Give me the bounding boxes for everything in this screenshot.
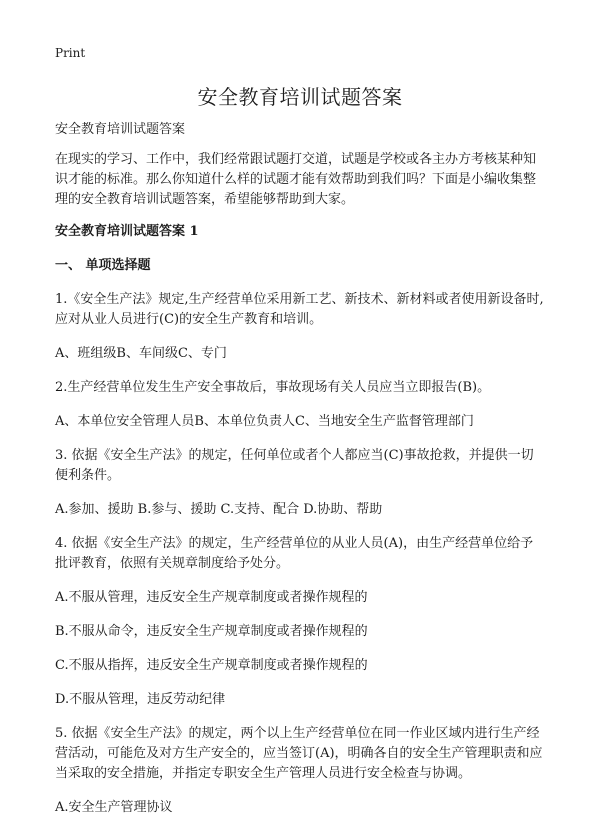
- question-3: 3. 依据《安全生产法》的规定，任何单位或者个人都应当(C)事故抢救，并提供一切便利条件。: [55, 448, 534, 483]
- question-4-option-a: A.不服从管理，违反安全生产规章制度或者操作规程的: [55, 590, 368, 605]
- question-2-options: A、本单位安全管理人员B、本单位负责人C、当地安全生产监督管理部门: [55, 414, 474, 429]
- question-3-options: A.参加、援助 B.参与、援助 C.支持、配合 D.协助、帮助: [55, 502, 383, 517]
- page-title: 安全教育培训试题答案: [197, 85, 403, 109]
- question-1-options: A、班组级B、车间级C、专门: [55, 346, 227, 361]
- question-5-option-a: A.安全生产管理协议: [55, 800, 173, 815]
- question-4: 4. 依据《安全生产法》的规定，生产经营单位的从业人员(A)，由生产经营单位给予批评教育，依照有关规章制度给予处分。: [55, 536, 534, 571]
- subtitle: 安全教育培训试题答案: [55, 122, 186, 137]
- question-1: 1.《安全生产法》规定,生产经营单位采用新工艺、新技术、新材料或者使用新设备时,应对从业人员进行(C)的安全生产教育和培训。: [55, 292, 544, 327]
- question-type-heading: 一、 单项选择题: [55, 258, 151, 273]
- print-link[interactable]: Print: [55, 46, 86, 60]
- section-heading: 安全教育培训试题答案 1: [55, 224, 199, 239]
- document-body: [55, 120, 545, 832]
- question-4-option-d: D.不服从管理，违反劳动纪律: [55, 692, 226, 707]
- question-4-option-c: C.不服从指挥，违反安全生产规章制度或者操作规程的: [55, 658, 368, 673]
- question-4-option-b: B.不服从命令，违反安全生产规章制度或者操作规程的: [55, 624, 368, 639]
- intro-paragraph: 在现实的学习、工作中，我们经常跟试题打交道，试题是学校或各主办方考核某种知识才能的标准。那么你知道什么样的试题才能有效帮助到我们吗？下面是小编收集整理的安全教育培训试题答案，希望能够帮助到大家。: [55, 152, 537, 207]
- question-2: 2.生产经营单位发生生产安全事故后，事故现场有关人员应当立即报告(B)。: [55, 380, 491, 395]
- question-5: 5. 依据《安全生产法》的规定，两个以上生产经营单位在同一作业区域内进行生产经营活动，可能危及对方生产安全的，应当签订(A)，明确各自的安全生产管理职责和应当采取的安全措施，并指定专职安全生产管理人员进行安全检查与协调。: [55, 726, 543, 781]
